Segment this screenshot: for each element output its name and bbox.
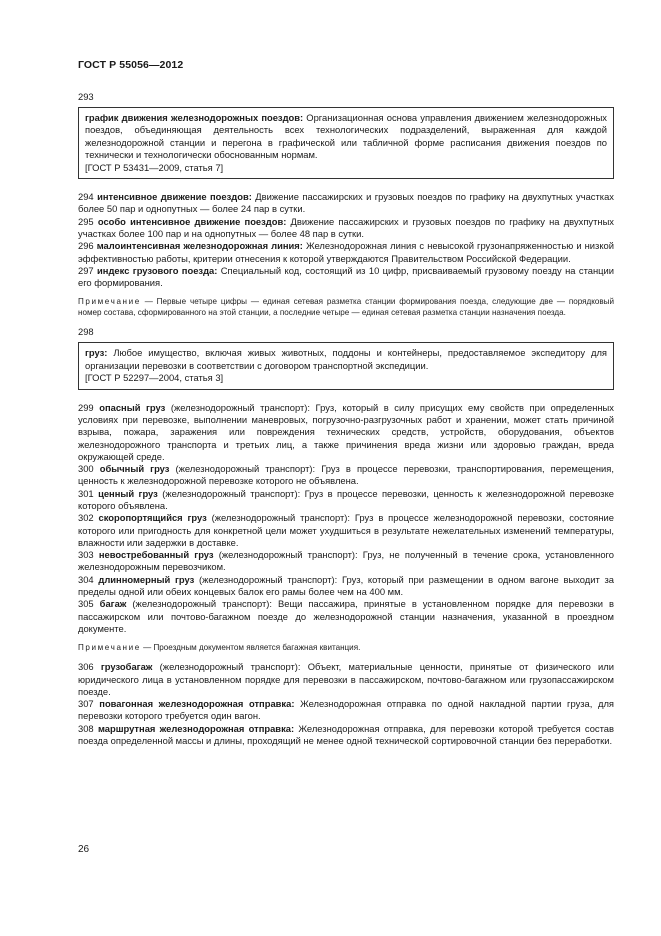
term-text: Организационная основа управления движением железнодорожных поездов, объединяющая деятельность всех технологических подразделений, выраженная для каждой железнодорожной станции и перегона в графической или табличной форме расписания движения поездов по технически и технологически обоснованным нормам.: [85, 112, 607, 161]
term-entry: [78, 240, 614, 265]
term-entry: [78, 549, 614, 574]
term-name: невостребованный груз: [98, 549, 214, 561]
page-number: 26: [78, 844, 90, 855]
page-header-standard: ГОСТ Р 55056—2012: [78, 59, 184, 71]
note-text: — Первые четыре цифры — единая сетевая разметка станции формирования поезда, следующие две — порядковый номер состава, сформированного на этой станции, а последние четыре — единая сетевая разметка станции назначения поезда.: [78, 297, 614, 318]
term-name: маршрутная железнодорожная отправка:: [97, 722, 295, 734]
term-number: 293: [78, 91, 94, 102]
term-entry: [78, 723, 614, 748]
term-entry: [78, 598, 614, 635]
note-text: — Проездным документом является багажная квитанция.: [140, 643, 361, 653]
term-number: 306: [78, 661, 94, 673]
term-name: опасный груз: [99, 401, 166, 413]
term-entry: [78, 402, 614, 463]
term-text: (железнодорожный транспорт): Груз, который при размещении в одном вагоне выходит за пределы одной или обеих концевых балок его рамы более чем на 400 мм.: [78, 573, 614, 598]
term-text: Специальный код, состоящий из 10 цифр, присваиваемый грузовому поезду на станции его формирования.: [78, 264, 614, 289]
term-definition: [85, 347, 607, 372]
term-number: 295: [78, 215, 94, 227]
term-number: 305: [78, 598, 94, 610]
term-name: повагонная железнодорожная отправка:: [99, 698, 295, 710]
term-name: багаж: [99, 598, 127, 610]
term-entry: [78, 265, 614, 290]
source-reference: [ГОСТ Р 53431—2009, статья 7]: [85, 161, 224, 173]
term-text: Движение пассажирских и грузовых поездов по графику на двухпутных участках более 100 пар и на однопутных — более 48 пар в сутки.: [78, 215, 614, 239]
term-name: индекс грузового поезда:: [97, 264, 218, 276]
term-number: 301: [78, 487, 94, 499]
term-entry: [78, 488, 614, 513]
term-number: 297: [78, 264, 94, 276]
term-text: Железнодорожная линия с невысокой грузонапряженностью и низкой эффективностью работы, критерии отнесения к которой утверждаются Правительством Российской Федерации.: [78, 240, 614, 264]
term-number: 304: [78, 573, 94, 585]
term-name: особо интенсивное движение поездов:: [97, 215, 287, 227]
term-text: Любое имущество, включая живых животных, поддоны и контейнеры, предоставляемое экспедитору для организации перевозки в соответствии с договором транспортной экспедиции.: [85, 347, 607, 371]
term-number: 307: [78, 698, 94, 710]
term-name: груз:: [85, 347, 108, 359]
term-text: Железнодорожная отправка, для перевозки которой требуется состав поезда определенной массы и длины, проходящий не менее одной технической сортировочной станции без переработки.: [78, 722, 614, 747]
term-number: 294: [78, 191, 94, 203]
note-label: Примечание: [78, 297, 141, 307]
term-number: 303: [78, 549, 94, 561]
term-name: интенсивное движение поездов:: [97, 191, 252, 203]
term-entry: [78, 698, 614, 723]
term-text: (железнодорожный транспорт): Груз, который в силу присущих ему свойств при определенных условиях при перевозке, выполнении маневровых, погрузочно-разгрузочных работ и хранении, может стать причиной взрыва, пожара, заражения или повреждения технических средств, устройств, оборудования, объектов железнодорожного транспорта и третьих лиц, а также причинения вреда жизни или здоровью граждан, вреда окружающей среде.: [78, 401, 614, 462]
term-entry: [78, 661, 614, 698]
term-entry: [78, 512, 614, 549]
term-name: график движения железнодорожных поездов:: [85, 112, 304, 123]
term-definition-box: [78, 342, 614, 389]
source-reference: [ГОСТ Р 52297—2004, статья 3]: [85, 372, 224, 384]
term-number: 298: [78, 326, 94, 338]
term-definition-box: [78, 107, 614, 179]
term-name: малоинтенсивная железнодорожная линия:: [96, 240, 303, 252]
term-text: (железнодорожный транспорт): Груз, не полученный в течение срока, установленного железнодорожным перевозчиком.: [78, 549, 614, 573]
term-number: 308: [78, 722, 94, 734]
term-text: (железнодорожный транспорт): Груз в процессе перевозки, ценность к железнодорожной перевозке которого объявлена.: [78, 487, 614, 511]
term-name: длинномерный груз: [98, 573, 195, 585]
term-name: грузобагаж: [100, 661, 153, 673]
term-text: (железнодорожный транспорт): Объект, материальные ценности, принятые от физического или юридического лица в установленном порядке для перевозки в пассажирском, почтово-багажном или грузопассажирском поезде.: [78, 661, 614, 697]
term-number: 300: [78, 463, 94, 475]
term-text: Железнодорожная отправка по одной накладной партии груза, для перевозки которого требуется один вагон.: [78, 698, 614, 722]
term-entry: [78, 216, 614, 241]
term-definition: [85, 112, 607, 162]
term-name: ценный груз: [98, 487, 158, 499]
term-text: (железнодорожный транспорт): Груз в процессе железнодорожной перевозки, состояние которого или пригодность для конкретной цели может ухудшиться в результате нежелательных изменений температуры, влажности или задержки в доставке.: [78, 512, 614, 548]
note: [78, 296, 614, 318]
term-name: обычный груз: [99, 463, 170, 475]
note: [78, 642, 614, 653]
term-number: 299: [78, 401, 94, 413]
term-entry: [78, 574, 614, 599]
note-label: Примечание: [78, 643, 141, 653]
term-name: скоропортящийся груз: [98, 512, 207, 524]
term-entry: [78, 463, 614, 488]
term-text: (железнодорожный транспорт): Груз в процессе перевозки, транспортирования, перемещения, ценность к железнодорожной перевозке которого не объявлена.: [78, 463, 614, 487]
term-number: 296: [78, 240, 94, 252]
terms-list: [78, 91, 614, 747]
term-number: 302: [78, 512, 94, 524]
term-entry: [78, 191, 614, 216]
term-text: (железнодорожный транспорт): Вещи пассажира, принятые в установленном порядке для перевозки в пассажирском или почтово-багажном поезде до железнодорожной станции назначения, указанной в проездном документе.: [78, 598, 614, 634]
term-text: Движение пассажирских и грузовых поездов по графику на двухпутных участках более 50 пар и однопутных — более 24 пар в сутки.: [78, 191, 614, 215]
